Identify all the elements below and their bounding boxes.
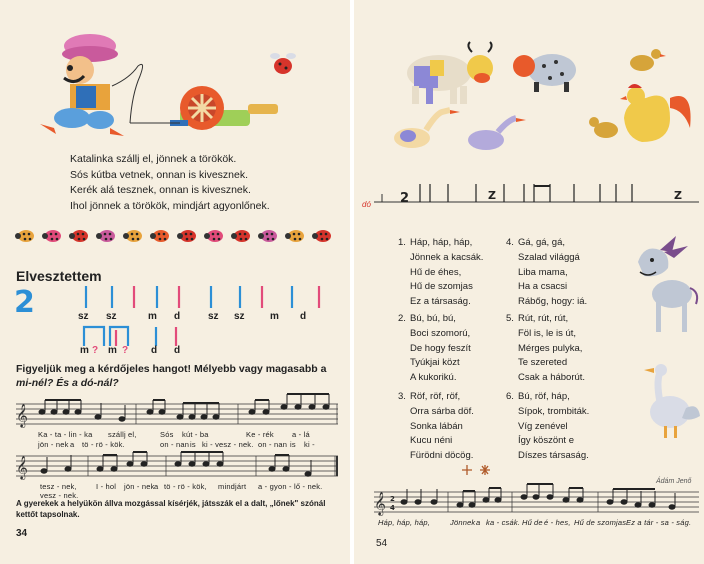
verse-line: Boci szomorú, [410, 327, 471, 339]
lyric: jön - nek [124, 482, 155, 491]
verse-line: Mérges pulyka, [518, 342, 583, 354]
solmization-syllable: d [151, 345, 158, 356]
lyric: Jönnek [450, 518, 476, 527]
ladybug-icon [231, 230, 250, 242]
lyric: Ez a tár - sa - ság. [626, 518, 692, 527]
lyric: jön - nek [38, 440, 69, 449]
verse-line: A kukorikú. [410, 372, 457, 384]
lyric: mindjárt [218, 482, 247, 491]
verse-line: Te szereted [518, 357, 568, 369]
verse-3 [398, 390, 474, 464]
rhythm-label: dó [362, 200, 371, 209]
rhythm-sticks-row1 [0, 284, 350, 314]
verse-line: Orra sárba döf. [410, 405, 474, 417]
left-page [0, 0, 350, 564]
svg-text:4: 4 [390, 504, 395, 512]
composer-credit: Ádám Jenő [656, 478, 692, 485]
solmization-syllable: m [108, 345, 117, 356]
question-mark: ? [92, 345, 99, 356]
svg-text:𝄞: 𝄞 [16, 455, 28, 479]
verse-number: 1. [398, 237, 406, 248]
lyric: a - gyon - lő - nek. [258, 482, 323, 491]
verse-line: De hogy feszít [410, 342, 471, 354]
rhythm-staff [374, 182, 699, 212]
verse-number: 4. [506, 237, 514, 248]
lyric: Sós [160, 430, 174, 439]
lyric: tö - rö - kök, [164, 482, 207, 491]
ladybug-icon [258, 230, 277, 242]
ladybug-icon [150, 230, 169, 242]
verse-line: Háp, háp, háp, [410, 237, 473, 248]
ladybug-icon [69, 230, 88, 242]
solmization-syllable: d [174, 345, 181, 356]
verse-line: Hű de éhes, [410, 266, 462, 278]
ladybug-icon [177, 230, 196, 242]
verse-line: Sípok, trombiták. [518, 405, 590, 417]
svg-text:2: 2 [390, 495, 395, 503]
svg-text:𝄞: 𝄞 [374, 491, 386, 515]
poem-line: Ihol jönnek a törökök, mindjárt agyonlőnek. [70, 199, 270, 212]
lyric: vesz - nek. [40, 491, 79, 500]
verse-number: 3. [398, 391, 406, 402]
ladybug-icon [285, 230, 304, 242]
lyric: on - nan [258, 440, 288, 449]
page-number: 54 [376, 538, 388, 549]
verse-line: Csak a háborút. [518, 372, 586, 384]
lyric: a - lá [292, 430, 310, 439]
lyric: is [190, 440, 196, 449]
verse-line: Gá, gá, gá, [518, 237, 566, 248]
instruction-line: Figyeljük meg a kérdőjeles hangot! Mélyebb vagy magasabb a [16, 363, 327, 375]
ladybug-icon [96, 230, 115, 242]
verse-line: Bú, bú, bú, [410, 313, 456, 324]
verse-2 [398, 312, 471, 386]
verse-line: Víg zenével [518, 420, 568, 432]
solmization-syllable: m [80, 345, 89, 356]
verse-line: Jönnek a kacsák. [410, 251, 484, 263]
farm-animals-illustration [374, 38, 704, 163]
verse-line: Díszes társaság. [518, 450, 589, 462]
lyric: tesz - nek, [40, 482, 77, 491]
music-staff-2 [16, 452, 338, 482]
verse-line: Tyúkjai közt [410, 357, 460, 369]
lyric: Háp, háp, háp, [378, 518, 431, 527]
exercise-number: 2 [14, 285, 35, 320]
verse-line: Bú, röf, háp, [518, 391, 570, 402]
lyric: I - hol [96, 482, 117, 491]
ladybug-border [14, 228, 340, 244]
ladybug-icon [15, 230, 34, 242]
lyric: is [290, 440, 296, 449]
verse-line: Ha a csacsi [518, 281, 568, 293]
verse-line: Rábőg, hogy: iá. [518, 296, 588, 308]
ladybug-icon [204, 230, 223, 242]
question-mark: ? [122, 345, 129, 356]
lyric: a [476, 518, 481, 527]
lyric: ki - [304, 440, 315, 449]
verse-6 [506, 390, 589, 464]
solmization-syllable: sz [78, 311, 89, 322]
verse-line: Sonka lábán [410, 420, 463, 432]
lyric: szállj [108, 430, 126, 439]
verse-line: Röf, röf, röf, [410, 391, 461, 402]
verse-line: Fürödni döcög. [410, 450, 474, 462]
solmization-syllable: sz [234, 311, 245, 322]
svg-text:2: 2 [400, 191, 410, 206]
lyric: el, [128, 430, 137, 439]
instruction-line: mi-nél? És a dó-nál? [16, 377, 119, 389]
solmization-syllable: m [148, 311, 157, 322]
lyric: é - hes, [544, 518, 571, 527]
small-decoration [458, 462, 498, 478]
svg-text:𝄞: 𝄞 [16, 403, 28, 427]
verse-number: 2. [398, 313, 406, 324]
music-staff-bottom [374, 488, 699, 518]
poem-line: Sós kútba vetnek, onnan is kivesznek. [70, 168, 249, 181]
verse-line: Rút, rút, rút, [518, 313, 569, 324]
verse-line: Kucu néni [410, 435, 453, 447]
exercise-title: Elvesztettem [16, 268, 102, 284]
solmization-syllable: d [174, 311, 181, 322]
lyric: on - nan [160, 440, 190, 449]
lyric: ka - csák. [486, 518, 521, 527]
verse-line: Ez a társaság. [410, 296, 471, 308]
page-number: 34 [16, 528, 28, 539]
lyric: tö - rö - kök. [82, 440, 125, 449]
verse-number: 6. [506, 391, 514, 402]
verse-line: Szalad világgá [518, 251, 580, 263]
lyric: de [534, 518, 543, 527]
lyric: Ka - ta - lin - ka [38, 430, 93, 439]
poem-line: Katalinka szállj el, jönnek a törökök. [70, 153, 237, 165]
lyric: kút - ba [182, 430, 209, 439]
footnote: A gyerekek a helyükön állva mozgással kísérjék, játsszák el a dalt, „lőnek" szónál kettőt tapsolnak. [16, 499, 326, 519]
svg-text:Z: Z [674, 189, 682, 202]
lyric: a [154, 482, 159, 491]
right-page [354, 0, 704, 564]
verse-line: Liba mama, [518, 266, 568, 278]
donkey-and-goose-illustration [630, 232, 704, 442]
verse-4 [506, 236, 587, 310]
lyric: a [70, 440, 75, 449]
verse-1 [398, 236, 483, 310]
verse-line: Így köszönt e [518, 435, 574, 447]
lyric: ki - vesz - nek. [202, 440, 254, 449]
ladybug-icon [312, 230, 331, 242]
svg-text:Z: Z [488, 189, 496, 202]
solmization-syllable: d [300, 311, 307, 322]
lyric: Hű [522, 518, 532, 527]
verse-line: Hű de szomjas [410, 281, 473, 293]
verse-line: Föl is, le is út, [518, 327, 577, 339]
lyric: Ke - rék [246, 430, 274, 439]
verse-5 [506, 312, 585, 386]
lyric: Hű de szomjas [574, 518, 627, 527]
solmization-syllable: sz [208, 311, 219, 322]
ladybug-icon [123, 230, 142, 242]
boy-with-cannon-illustration [20, 28, 310, 148]
instruction [16, 362, 341, 390]
poem [70, 152, 270, 214]
solmization-syllable: sz [106, 311, 117, 322]
solmization-syllable: m [270, 311, 279, 322]
ladybug-icon [42, 230, 61, 242]
verse-number: 5. [506, 313, 514, 324]
music-staff-1 [16, 400, 338, 430]
poem-line: Kerék alá tesznek, onnan is kivesznek. [70, 184, 251, 196]
